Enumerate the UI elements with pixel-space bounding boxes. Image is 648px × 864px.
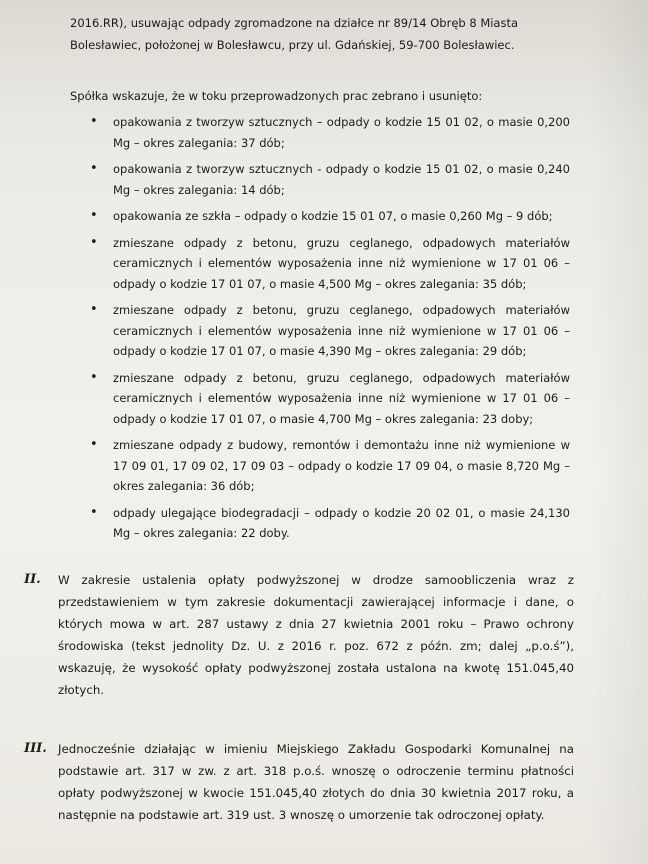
bullet-icon: •: [90, 234, 98, 250]
list-item-text: odpady ulegające biodegradacji – odpady o kodzie 20 02 01, o masie 24,130 Mg – okres zalegania: 22 doby.: [113, 505, 570, 540]
section-body: W zakresie ustalenia opłaty podwyższonej w drodze samoobliczenia wraz z przedstawieniem w tym zakresie dokumentacji zawierającej informacje i dane, o których mowa w art. 287 ustawy z dnia 27 kwietnia 2001 roku – Prawo ochrony środowiska (tekst jednolity Dz. U. z 2016 r. poz. 672 z późn. zm; dalej „p.o.ś”), wskazuję, że wysokość opłaty podwyższonej została ustalona na kwotę 151.045,40 złotych.: [58, 573, 574, 697]
list-item: [90, 159, 570, 200]
list-item-text: opakowania ze szkła – odpady o kodzie 15 01 07, o masie 0,260 Mg – 9 dób;: [113, 209, 553, 223]
section-body: Jednocześnie działając w imieniu Miejskiego Zakładu Gospodarki Komunalnej na podstawie art. 317 w zw. z art. 318 p.o.ś. wnoszę o odroczenie terminu płatności opłaty podwyższonej w kwocie 151.045,40 złotych do dnia 30 kwietnia 2017 roku, a następnie na podstawie art. 319 ust. 3 wnoszę o umorzenie tak odroczonej opłaty.: [58, 742, 574, 822]
bullet-icon: •: [90, 114, 98, 129]
waste-list: [90, 112, 570, 550]
list-lead-sentence: Spółka wskazuje, że w toku przeprowadzonych prac zebrano i usunięto:: [70, 89, 483, 103]
bullet-icon: •: [90, 437, 98, 452]
list-item-text: zmieszane odpady z budowy, remontów i demontażu inne niż wymienione w 17 09 01, 17 09 02, 17 09 03 – odpady o kodzie 17 09 04, o masie 8,720 Mg – okres zalegania: 36 dób;: [113, 438, 570, 493]
intro-paragraph: [70, 12, 540, 56]
intro-line-2: Bolesławiec, położonej w Bolesławcu, przy ul. Gdańskiej, 59-700 Bolesławiec.: [70, 38, 515, 52]
intro-line-1: 2016.RR), usuwając odpady zgromadzone na działce nr 89/14 Obręb 8 Miasta: [70, 16, 519, 30]
list-item: [90, 503, 570, 544]
bullet-icon: •: [90, 161, 98, 176]
bullet-icon: •: [90, 208, 98, 223]
list-item: [90, 233, 570, 295]
bullet-icon: •: [90, 302, 98, 317]
section-ii: [24, 569, 604, 701]
list-item-text: opakowania z tworzyw sztucznych - odpady o kodzie 15 01 02, o masie 0,240 Mg – okres zalegania: 14 dób;: [113, 162, 570, 197]
list-item-text: zmieszane odpady z betonu, gruzu ceglanego, odpadowych materiałów ceramicznych i elementów wyposażenia inne niż wymienione w 17 01 06 – odpady o kodzie 17 01 07, o masie 4,700 Mg – okres zalegania: 23 doby;: [113, 370, 570, 426]
bullet-icon: •: [90, 504, 98, 520]
list-item-text: opakowania z tworzyw sztucznych – odpady o kodzie 15 01 02, o masie 0,200 Mg – okres zalegania: 37 dób;: [113, 115, 570, 150]
section-iii: [24, 738, 604, 826]
list-item: [90, 112, 570, 153]
list-item: [90, 206, 570, 227]
bullet-icon: •: [90, 369, 98, 385]
section-number: II.: [24, 572, 41, 587]
list-item: [90, 435, 570, 497]
list-item: [90, 368, 570, 430]
list-item-text: zmieszane odpady z betonu, gruzu ceglanego, odpadowych materiałów ceramicznych i elementów wyposażenia inne niż wymienione w 17 01 06 – odpady o kodzie 17 01 07, o masie 4,390 Mg – okres zalegania: 29 dób;: [113, 303, 570, 358]
section-number: III.: [24, 741, 47, 756]
page-shadow: [588, 0, 648, 864]
list-item: [90, 300, 570, 362]
list-item-text: zmieszane odpady z betonu, gruzu ceglanego, odpadowych materiałów ceramicznych i elementów wyposażenia inne niż wymienione w 17 01 06 – odpady o kodzie 17 01 07, o masie 4,500 Mg – okres zalegania: 35 dób;: [113, 235, 570, 291]
